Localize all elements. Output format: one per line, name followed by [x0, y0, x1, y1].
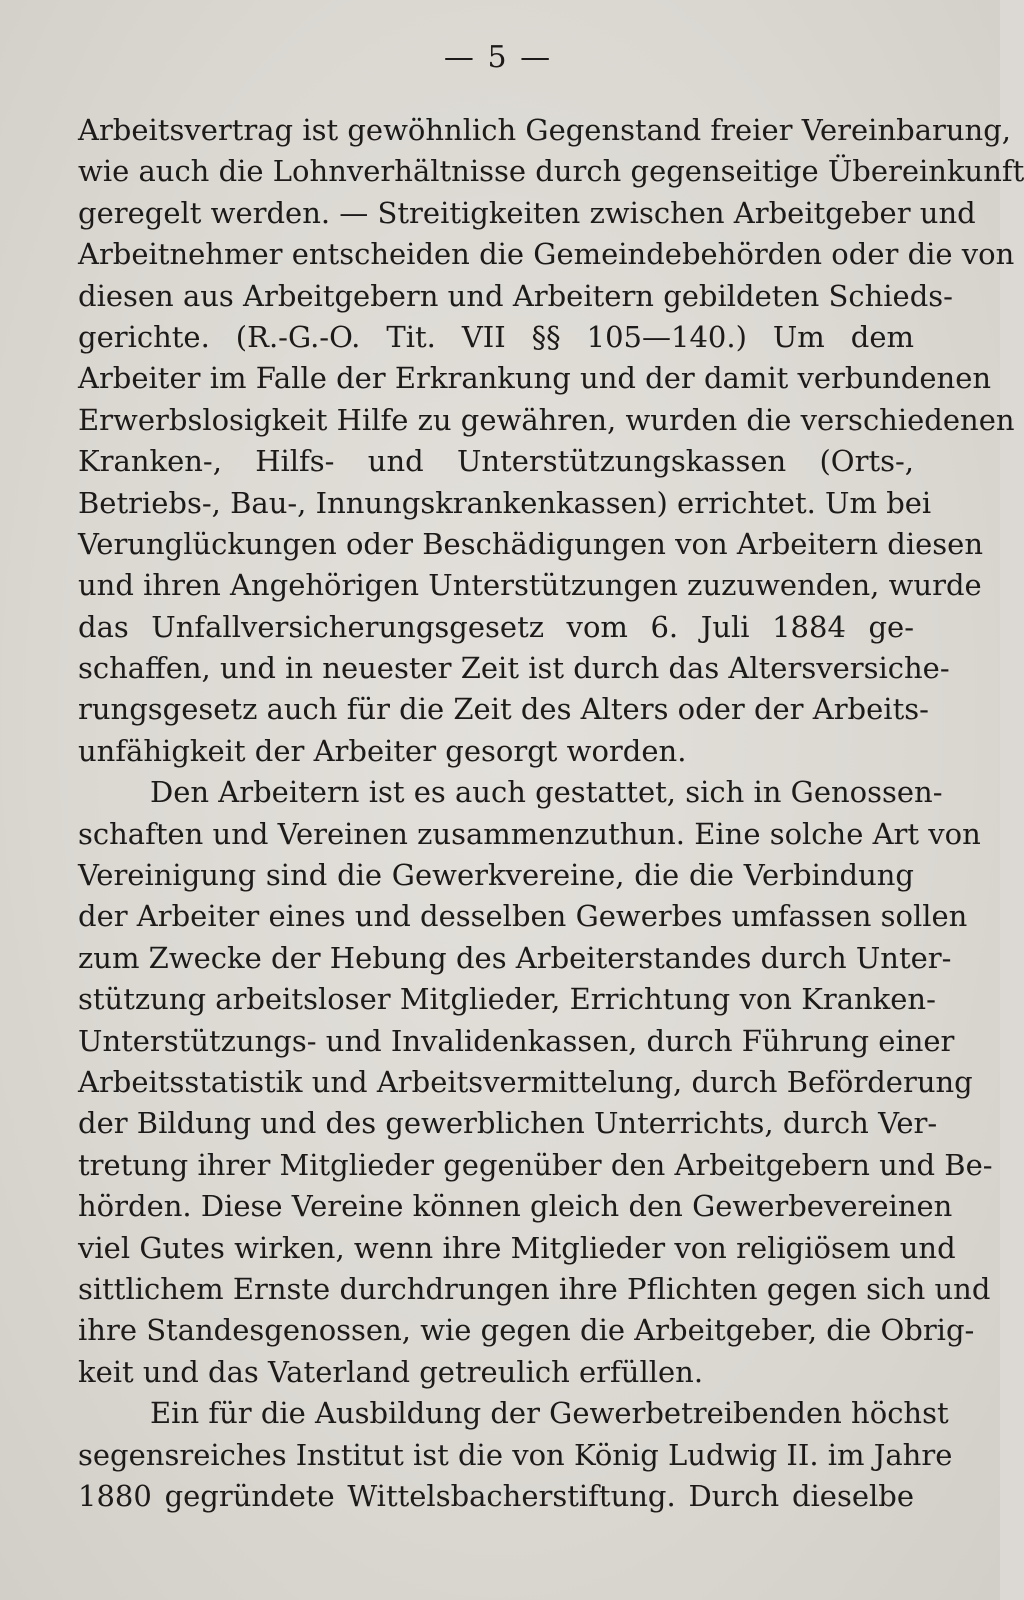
- text-line: gerichte. (R.-G.-O. Tit. VII §§ 105—140.) Um dem: [78, 319, 914, 354]
- page-number: — 5 —: [443, 40, 553, 75]
- text-line: hörden. Diese Vereine können gleich den Gewerbevereinen: [78, 1189, 953, 1224]
- text-line: segensreiches Institut ist die von König Ludwig II. im Jahre: [78, 1437, 953, 1472]
- text-line: Unterstützungs- und Invalidenkassen, durch Führung einer: [78, 1023, 955, 1058]
- text-line: stützung arbeitsloser Mitglieder, Errichtung von Kranken-: [78, 982, 936, 1017]
- text-line: keit und das Vaterland getreulich erfüllen.: [78, 1354, 704, 1389]
- text-line: Verunglückungen oder Beschädigungen von Arbeitern diesen: [78, 526, 984, 561]
- text-line: Ein für die Ausbildung der Gewerbetreibenden höchst: [150, 1396, 949, 1431]
- text-line: geregelt werden. — Streitigkeiten zwischen Arbeitgeber und: [78, 195, 976, 230]
- text-line: 1880 gegründete Wittelsbacherstiftung. Durch dieselbe: [78, 1478, 914, 1513]
- body-text: [78, 110, 1024, 1517]
- text-line: wie auch die Lohnverhältnisse durch gegenseitige Übereinkunft: [78, 154, 1024, 189]
- text-line: schaften und Vereinen zusammenzuthun. Eine solche Art von: [78, 816, 981, 851]
- text-line: Arbeiter im Falle der Erkrankung und der damit verbundenen: [78, 361, 992, 396]
- text-line: Erwerbslosigkeit Hilfe zu gewähren, wurden die verschiedenen: [78, 402, 1015, 437]
- text-line: der Bildung und des gewerblichen Unterrichts, durch Ver-: [78, 1106, 938, 1141]
- text-line: Kranken-, Hilfs- und Unterstützungskassen (Orts-,: [78, 444, 914, 479]
- text-line: das Unfallversicherungsgesetz vom 6. Juli 1884 ge-: [78, 609, 914, 644]
- text-line: und ihren Angehörigen Unterstützungen zuzuwenden, wurde: [78, 568, 982, 603]
- text-line: schaffen, und in neuester Zeit ist durch das Altersversiche-: [78, 651, 950, 686]
- text-line: Vereinigung sind die Gewerkvereine, die die Verbindung: [78, 858, 914, 893]
- text-line: tretung ihrer Mitglieder gegenüber den Arbeitgebern und Be-: [78, 1147, 993, 1182]
- text-line: rungsgesetz auch für die Zeit des Alters oder der Arbeits-: [78, 692, 929, 727]
- text-line: Arbeitsvertrag ist gewöhnlich Gegenstand freier Vereinbarung,: [78, 113, 1011, 147]
- text-line: Arbeitsstatistik und Arbeitsvermittelung, durch Beförderung: [78, 1064, 973, 1099]
- text-line: Betriebs-, Bau-, Innungskrankenkassen) errichtet. Um bei: [78, 485, 932, 520]
- text-line: diesen aus Arbeitgebern und Arbeitern gebildeten Schieds-: [78, 278, 953, 313]
- text-line: viel Gutes wirken, wenn ihre Mitglieder von religiösem und: [78, 1230, 956, 1265]
- text-line: ihre Standesgenossen, wie gegen die Arbeitgeber, die Obrig-: [78, 1313, 975, 1348]
- text-line: Den Arbeitern ist es auch gestattet, sich in Genossen-: [150, 775, 943, 810]
- text-line: der Arbeiter eines und desselben Gewerbes umfassen sollen: [78, 899, 968, 934]
- text-line: sittlichem Ernste durchdrungen ihre Pflichten gegen sich und: [78, 1271, 991, 1306]
- text-line: unfähigkeit der Arbeiter gesorgt worden.: [78, 733, 687, 768]
- text-line: zum Zwecke der Hebung des Arbeiterstandes durch Unter-: [78, 940, 952, 975]
- text-line: Arbeitnehmer entscheiden die Gemeindebehörden oder die von: [78, 237, 1015, 272]
